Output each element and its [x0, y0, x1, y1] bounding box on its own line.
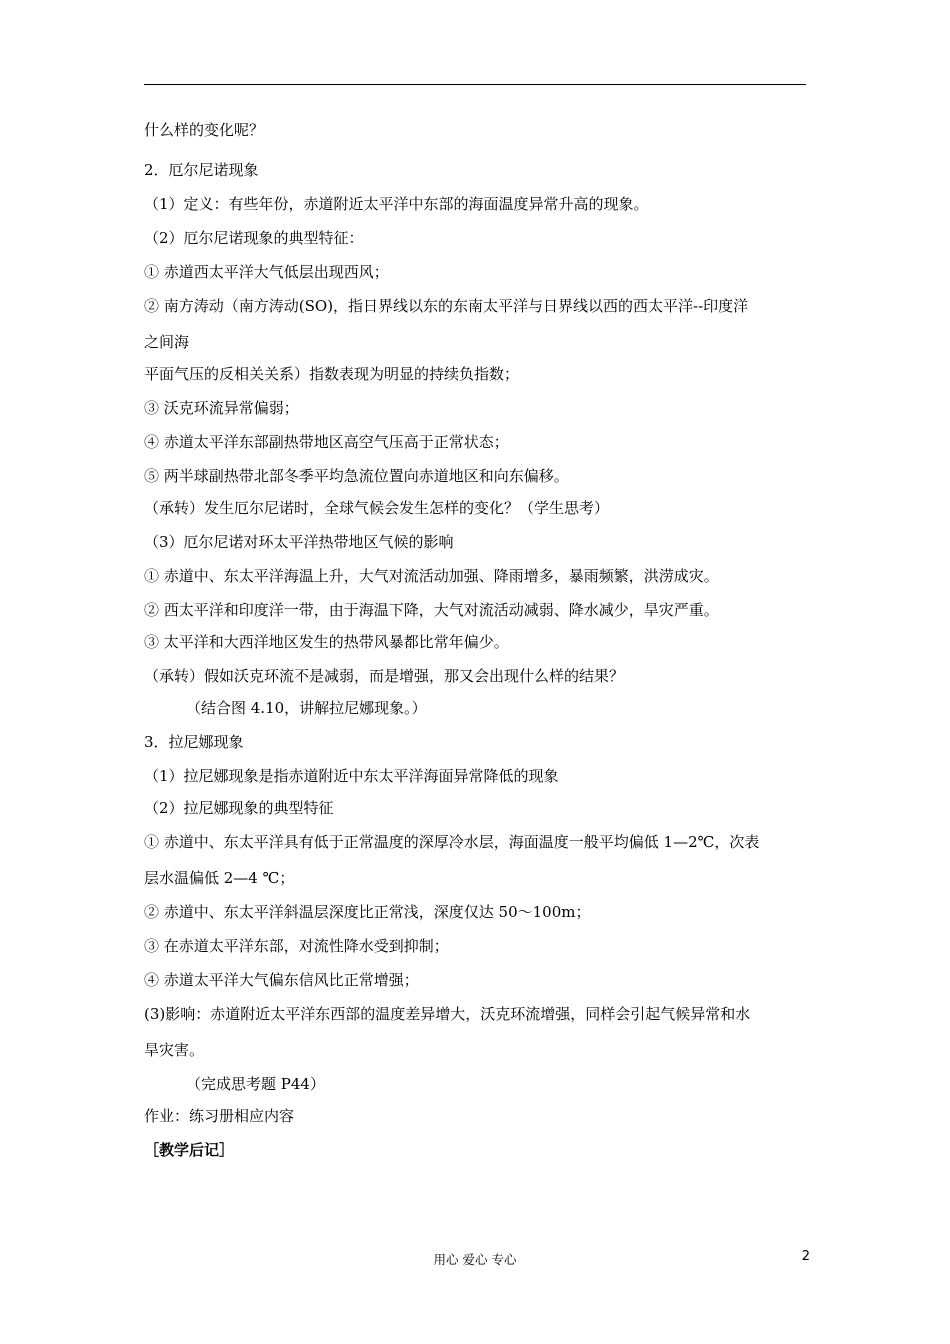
- list-item: ③ 在赤道太平洋东部，对流性降水受到抑制；: [144, 937, 449, 955]
- footer-text: 用心 爱心 专心: [433, 1252, 517, 1267]
- homework-line: 作业：练习册相应内容: [144, 1107, 295, 1125]
- list-item: ④ 赤道太平洋大气偏东信风比正常增强；: [144, 971, 419, 989]
- text-line: 层水温偏低 2—4 ℃；: [144, 869, 295, 887]
- text-line: 旱灾害。: [144, 1041, 205, 1059]
- list-item: ③ 太平洋和大西洋地区发生的热带风暴都比常年偏少。: [144, 633, 509, 651]
- page-number: 2: [801, 1249, 810, 1264]
- text-line: （完成思考题 P44）: [186, 1075, 325, 1093]
- list-item: ③ 沃克环流异常偏弱；: [144, 399, 299, 417]
- text-line: （承转）假如沃克环流不是减弱，而是增强，那又会出现什么样的结果？: [144, 667, 625, 685]
- text-line: 平面气压的反相关关系）指数表现为明显的持续负指数；: [144, 365, 520, 383]
- text-line: （2）厄尔尼诺现象的典型特征：: [144, 229, 364, 247]
- list-item: ① 赤道西太平洋大气低层出现西风；: [144, 263, 389, 281]
- teaching-notes-heading: ［教学后记］: [144, 1141, 235, 1159]
- list-item: ① 赤道中、东太平洋海温上升，大气对流活动加强、降雨增多，暴雨频繁，洪涝成灾。: [144, 567, 719, 585]
- list-item: ⑤ 两半球副热带北部冬季平均急流位置向赤道地区和向东偏移。: [144, 467, 569, 485]
- list-item: ② 南方涛动（南方涛动(SO)，指日界线以东的东南太平洋与日界线以西的西太平洋--印度洋: [144, 297, 749, 315]
- text-line: （2）拉尼娜现象的典型特征: [144, 799, 334, 817]
- list-item: ② 西太平洋和印度洋一带，由于海温下降，大气对流活动减弱、降水减少，旱灾严重。: [144, 601, 719, 619]
- text-line: 之间海: [144, 333, 190, 351]
- section-heading-la-nina: 3．拉尼娜现象: [144, 733, 244, 751]
- text-line: （1）拉尼娜现象是指赤道附近中东太平洋海面异常降低的现象: [144, 767, 559, 785]
- list-item: ② 赤道中、东太平洋斜温层深度比正常浅，深度仅达 50～100m；: [144, 903, 591, 921]
- list-item: ① 赤道中、东太平洋具有低于正常温度的深厚冷水层，海面温度一般平均偏低 1—2℃，次表: [144, 833, 760, 851]
- header-rule: [144, 84, 806, 85]
- text-line: 什么样的变化呢？: [144, 121, 265, 139]
- text-line: (3)影响：赤道附近太平洋东西部的温度差异增大，沃克环流增强，同样会引起气候异常和水: [144, 1005, 751, 1023]
- text-line: （承转）发生厄尔尼诺时，全球气候会发生怎样的变化？（学生思考）: [144, 499, 610, 517]
- section-heading-el-nino: 2．厄尔尼诺现象: [144, 161, 259, 179]
- text-line: （结合图 4.10，讲解拉尼娜现象。）: [186, 699, 427, 717]
- text-line: （3）厄尔尼诺对环太平洋热带地区气候的影响: [144, 533, 454, 551]
- list-item: ④ 赤道太平洋东部副热带地区高空气压高于正常状态；: [144, 433, 509, 451]
- text-line: （1）定义：有些年份，赤道附近太平洋中东部的海面温度异常升高的现象。: [144, 195, 649, 213]
